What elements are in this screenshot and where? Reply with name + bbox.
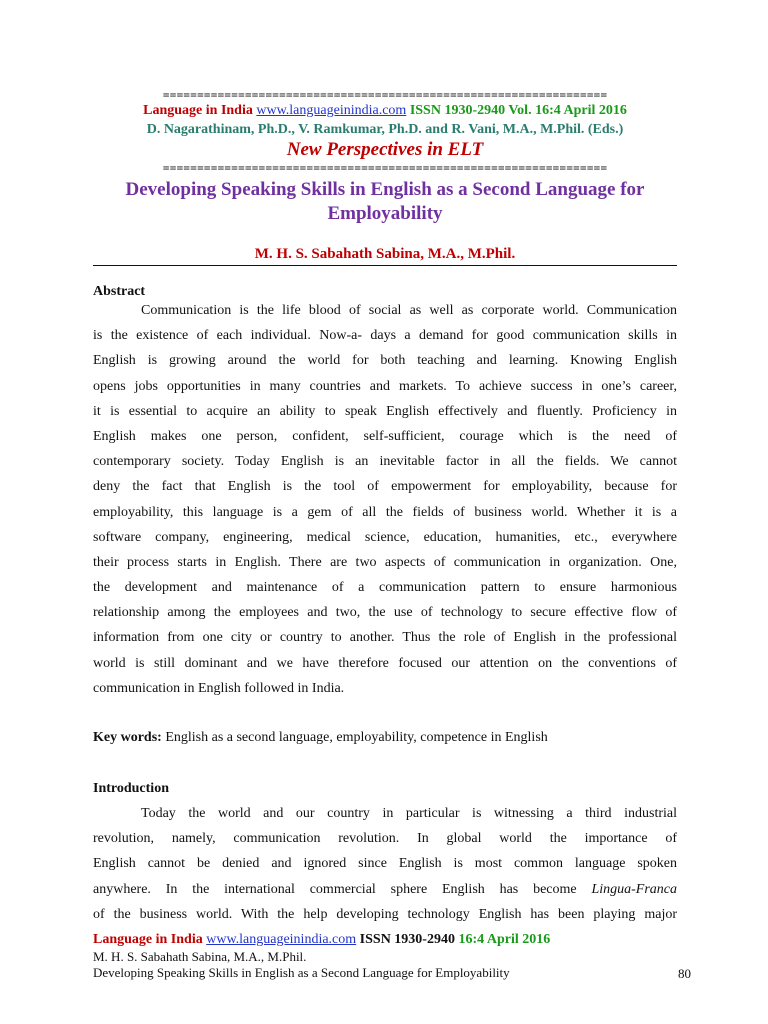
intro-line: anywhere. In the international commercial sphere English has become Lingua-Franca <box>93 881 677 897</box>
abstract-line: Communication is the life blood of social as well as corporate world. Communication <box>141 303 677 318</box>
journal-volume: Vol. 16:4 April 2016 <box>508 103 627 118</box>
editors-line: D. Nagarathinam, Ph.D., V. Ramkumar, Ph.D. and R. Vani, M.A., M.Phil. (Eds.) <box>146 122 624 137</box>
header-separator-top: ================================================================= <box>162 88 608 102</box>
abstract-line: relationship among the employees and two, the use of technology to secure effective flow of <box>93 605 677 621</box>
abstract-line: opens jobs opportunities in many countries and markets. To achieve success in one’s career, <box>93 378 677 394</box>
abstract-line: contemporary society. Today English is an inevitable factor in all the fields. We cannot <box>93 454 677 470</box>
footer-journal-line <box>93 933 693 947</box>
abstract-line: employability, this language is a gem of all the fields of business world. Whether it is a <box>93 504 677 520</box>
journal-name: Language in India <box>143 103 253 118</box>
footer-title: Developing Speaking Skills in English as a Second Language for Employability <box>93 965 510 980</box>
intro-line: English cannot be denied and ignored since English is most common language spoken <box>93 856 677 872</box>
footer-issn: ISSN 1930-2940 <box>359 932 455 947</box>
abstract-line: their process starts in English. There are two aspects of communication in organization. One, <box>93 554 677 570</box>
abstract-line: the development and maintenance of a communication pattern to ensure harmonious <box>93 580 677 596</box>
abstract-line: it is essential to acquire an ability to speak English effectively and fluently. Proficiency in <box>93 403 677 419</box>
page-number: 80 <box>678 966 691 981</box>
abstract-line: deny the fact that English is the tool of empowerment for employability, because for <box>93 479 677 495</box>
paper-author: M. H. S. Sabahath Sabina, M.A., M.Phil. <box>254 246 516 262</box>
intro-line: Today the world and our country in particular is witnessing a third industrial <box>141 806 677 821</box>
book-title: New Perspectives in ELT <box>286 139 484 160</box>
paper-title: Developing Speaking Skills in English as a Second Language for Employability <box>125 179 645 224</box>
abstract-line: English is growing around the world for both teaching and learning. Knowing English <box>93 353 677 369</box>
footer-journal-link[interactable]: www.languageinindia.com <box>206 932 357 947</box>
journal-header-line <box>93 103 677 119</box>
abstract-line: world is still dominant and we have therefore focused our attention on the conventions of <box>93 655 677 671</box>
abstract-body <box>93 298 677 701</box>
abstract-heading: Abstract <box>93 284 146 299</box>
keywords <box>93 729 677 747</box>
intro-line: revolution, namely, communication revolution. In global world the importance of <box>93 831 677 847</box>
introduction-body <box>93 801 677 927</box>
abstract-line: English makes one person, confident, self-sufficient, courage which is the need of <box>93 428 677 444</box>
abstract-line: communication in English followed in India. <box>93 680 345 696</box>
abstract-line: information from one city or country to another. Thus the role of English in the professional <box>93 630 677 646</box>
introduction-heading: Introduction <box>93 781 169 796</box>
abstract-line: is the existence of each individual. Now-a- days a demand for good communication skills in <box>93 328 677 344</box>
header-separator-bottom: ================================================================= <box>162 161 608 175</box>
keywords-text: English as a second language, employability, competence in English <box>161 730 548 745</box>
footer-author: M. H. S. Sabahath Sabina, M.A., M.Phil. <box>93 949 307 964</box>
abstract-line: software company, engineering, medical science, education, humanities, etc., everywhere <box>93 529 677 545</box>
intro-line: of the business world. With the help developing technology English has been playing major <box>93 906 677 922</box>
footer-date: 16:4 April 2016 <box>458 932 551 947</box>
author-rule <box>93 265 677 266</box>
keywords-label: Key words: <box>93 730 162 745</box>
journal-issn: ISSN 1930-2940 <box>409 103 506 118</box>
footer-journal-name: Language in India <box>93 932 203 947</box>
journal-link[interactable]: www.languageinindia.com <box>256 103 407 118</box>
lingua-franca: Lingua-Franca <box>591 881 677 897</box>
